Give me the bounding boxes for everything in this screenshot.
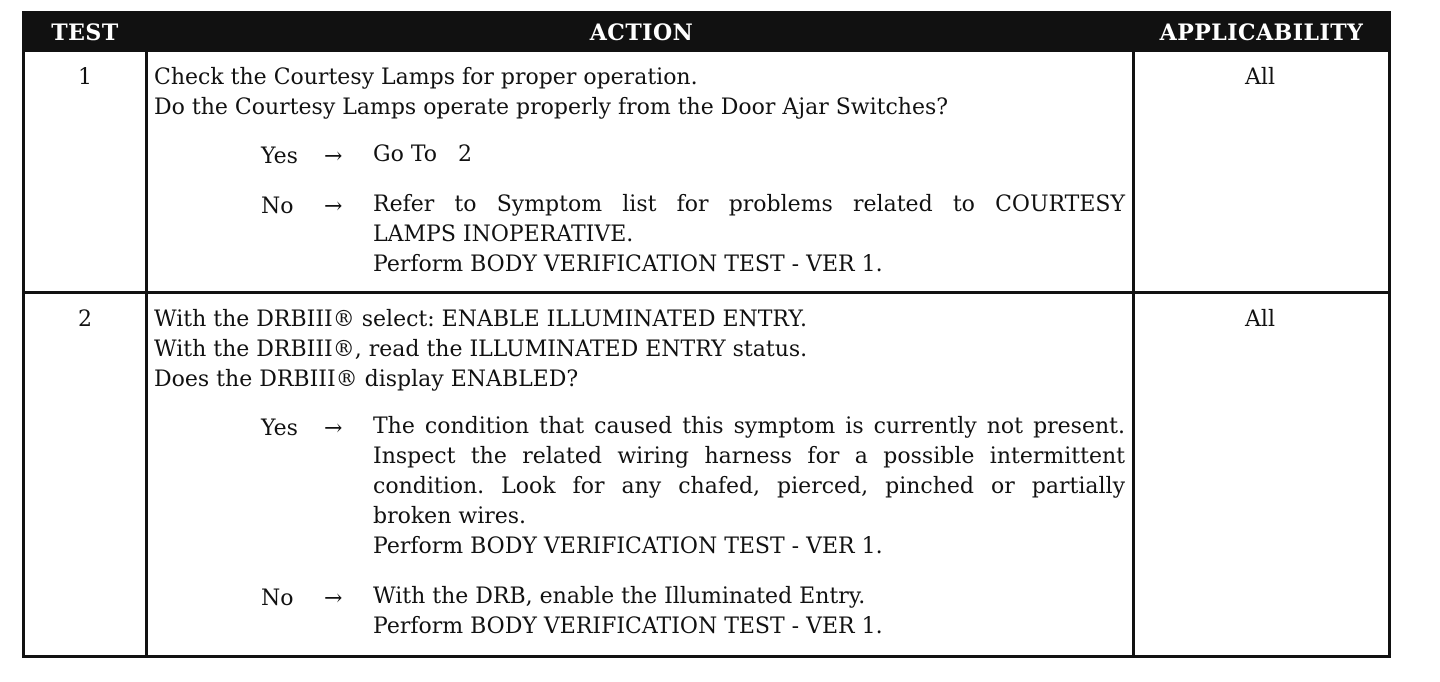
response-line: Inspect the related wiring harness for a possible intermittent <box>373 444 1125 469</box>
header-applicability: APPLICABILITY <box>1159 20 1364 46</box>
action-line: Does the DRBIII® display ENABLED? <box>154 367 579 392</box>
header-test: TEST <box>51 20 119 46</box>
arrow-icon: → <box>324 194 343 219</box>
table-header <box>25 14 1388 52</box>
response-no-label: No <box>261 194 294 219</box>
response-line: Perform BODY VERIFICATION TEST - VER 1. <box>373 252 883 277</box>
test-number: 1 <box>78 65 92 90</box>
response-no-text <box>373 582 1125 642</box>
response-line: Perform BODY VERIFICATION TEST - VER 1. <box>373 614 883 639</box>
response-line: Go To 2 <box>373 142 472 167</box>
header-action: ACTION <box>589 20 694 46</box>
action-line: With the DRBIII®, read the ILLUMINATED ENTRY status. <box>154 337 808 362</box>
diagnostic-table <box>22 11 1391 658</box>
arrow-icon: → <box>324 144 343 169</box>
test-number: 2 <box>78 307 92 332</box>
column-divider <box>1132 52 1135 658</box>
applicability-value: All <box>1245 307 1275 332</box>
response-line: With the DRB, enable the Illuminated Entry. <box>373 584 866 609</box>
response-line: broken wires. <box>373 504 527 529</box>
response-no-label: No <box>261 586 294 611</box>
response-yes-text <box>373 412 1125 562</box>
response-yes-text <box>373 140 1125 170</box>
response-line: condition. Look for any chafed, pierced, pinched or partially <box>373 474 1125 499</box>
applicability-value: All <box>1245 65 1275 90</box>
response-line: LAMPS INOPERATIVE. <box>373 222 634 247</box>
arrow-icon: → <box>324 416 343 441</box>
arrow-icon: → <box>324 586 343 611</box>
row-divider <box>25 291 1388 294</box>
response-line: The condition that caused this symptom is currently not present. <box>373 414 1125 439</box>
response-line: Refer to Symptom list for problems related to COURTESY <box>373 192 1125 217</box>
response-line: Perform BODY VERIFICATION TEST - VER 1. <box>373 534 883 559</box>
response-no-text <box>373 190 1125 280</box>
action-line: Check the Courtesy Lamps for proper operation. <box>154 65 698 90</box>
response-yes-label: Yes <box>261 416 298 441</box>
response-yes-label: Yes <box>261 144 298 169</box>
action-line: With the DRBIII® select: ENABLE ILLUMINATED ENTRY. <box>154 307 807 332</box>
action-line: Do the Courtesy Lamps operate properly from the Door Ajar Switches? <box>154 95 949 120</box>
column-divider <box>145 52 148 658</box>
